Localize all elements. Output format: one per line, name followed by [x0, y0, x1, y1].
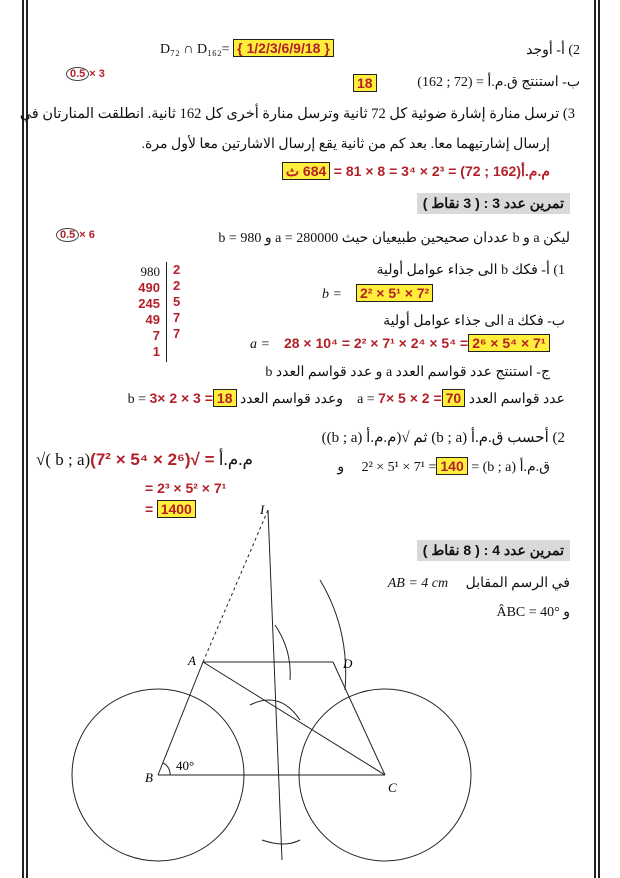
ex3-score-value: 0.5 — [56, 228, 79, 242]
a-eq: a = — [250, 337, 270, 352]
q3-calc-text: م.م.أ(162 ; 72) = 2³ × 3⁴ = 8 × 81 = — [333, 163, 550, 179]
division-number: 490 — [138, 280, 160, 295]
gcd-answer: 140 — [436, 457, 467, 475]
label-d: D — [343, 656, 353, 671]
score-value: 0.5 — [66, 67, 89, 81]
gcd-calc: ق.م.أ (b ; a) = 2² × 5¹ × 7¹ = — [361, 460, 550, 475]
q2b-expr: (162 ; 72) = — [417, 75, 484, 90]
label-a: A — [188, 653, 196, 668]
ex3-q1a: 1) أ- فكك b الى جذاء عوامل أولية — [376, 263, 565, 278]
div-a-label: عدد قواسم العدد a = — [357, 392, 565, 407]
division-factor: 2 — [173, 262, 181, 277]
line-through-i — [268, 510, 282, 860]
division-factor: 5 — [173, 294, 181, 309]
division-factor: 7 — [173, 326, 181, 341]
angle-arc — [163, 763, 170, 775]
division-factor: 2 — [173, 278, 181, 293]
label-angle: 40° — [176, 758, 195, 773]
label-i: I — [260, 502, 265, 517]
ex3-q2: 2) أحسب ق.م.أ (b ; a) ثم √(م.م.أ (b ; a)) — [321, 430, 565, 446]
q2b-answer: 18 — [353, 74, 377, 92]
ex4-ab-length: AB = 4 cm — [387, 576, 449, 591]
construction-arc — [275, 625, 290, 680]
construction-arc — [320, 580, 346, 690]
q2a-expr: D₇₂ ∩ D₁₆₂= — [160, 42, 230, 57]
segment-ac — [203, 662, 385, 775]
exercise-3-title: تمرين عدد 3 : ( 3 نقاط ) — [417, 193, 570, 214]
q2a-answer: { 1/2/3/6/9/18 } — [233, 39, 334, 57]
sqrt-rhs: = √(2⁶ × 5⁴ × 7²) — [90, 450, 215, 469]
ex3-q1b: ب- فكك a الى جذاء عوامل أولية — [383, 314, 565, 329]
and-word: و — [337, 460, 345, 475]
b-answer: 2² × 5¹ × 7² — [356, 284, 433, 302]
score-multiplier: × 3 — [89, 68, 105, 80]
a-answer: 2⁶ × 5⁴ × 7¹ — [468, 334, 549, 352]
ex4-line-2: و ÂBC = 40° — [496, 605, 570, 620]
division-number: 980 — [140, 264, 160, 279]
sqrt-lhs: √( b ; a)م.م.أ — [36, 450, 254, 469]
div-a-calc: 7× 5 × 2 = — [378, 390, 442, 406]
q3-answer: 684 ث — [282, 162, 330, 180]
division-factor: 7 — [173, 310, 181, 325]
label-c: C — [388, 780, 397, 795]
ex3-q1c: ج- استنتج عدد قواسم العدد a و عدد قواسم العدد b — [265, 365, 550, 380]
dashed-ai — [203, 510, 268, 662]
div-b-answer: 18 — [213, 389, 237, 407]
q3-text-1: 3) ترسل منارة إشارة ضوئية كل 72 ثانية وترسل منارة أخرى كل 162 ثانية. انطلقت المنارتان في — [19, 106, 575, 122]
division-number: 49 — [145, 312, 160, 327]
ex3-score-multiplier: × 6 — [79, 229, 95, 241]
div-b-calc: 3× 2 × 3 = — [149, 390, 213, 406]
div-b-label: وعدد قواسم العدد b = — [127, 392, 344, 407]
q3-text-2: إرسال إشارتيهما معا. بعد كم من ثانية يقع إرسال الاشارتين معا لأول مرة. — [141, 137, 550, 152]
exercise-4-title: تمرين عدد 4 : ( 8 نقاط ) — [417, 540, 570, 561]
q2a-label: 2) أ- أوجد — [526, 43, 580, 58]
sqrt-answer: 1400 — [157, 500, 196, 518]
div-a-answer: 70 — [442, 389, 466, 407]
segment-dc — [333, 662, 385, 775]
sqrt-step: = 2³ × 5² × 7¹ — [145, 480, 227, 496]
division-number: 1 — [152, 344, 160, 359]
division-number: 7 — [152, 328, 160, 343]
b-eq: b = — [322, 287, 342, 302]
division-number: 245 — [138, 296, 160, 311]
a-calc: 28 × 10⁴ = 2² × 7¹ × 2⁴ × 5⁴ = — [283, 335, 469, 351]
label-b: B — [145, 770, 153, 785]
ex3-intro: ليكن a و b عددان صحيحين طبيعيان حيث a = 280000 و b = 980 — [218, 231, 570, 246]
sqrt-eq: = — [145, 501, 154, 517]
q2b-label: ب- استنتج ق.م.أ — [487, 75, 580, 90]
ex4-line1-text: في الرسم المقابل — [465, 576, 570, 591]
